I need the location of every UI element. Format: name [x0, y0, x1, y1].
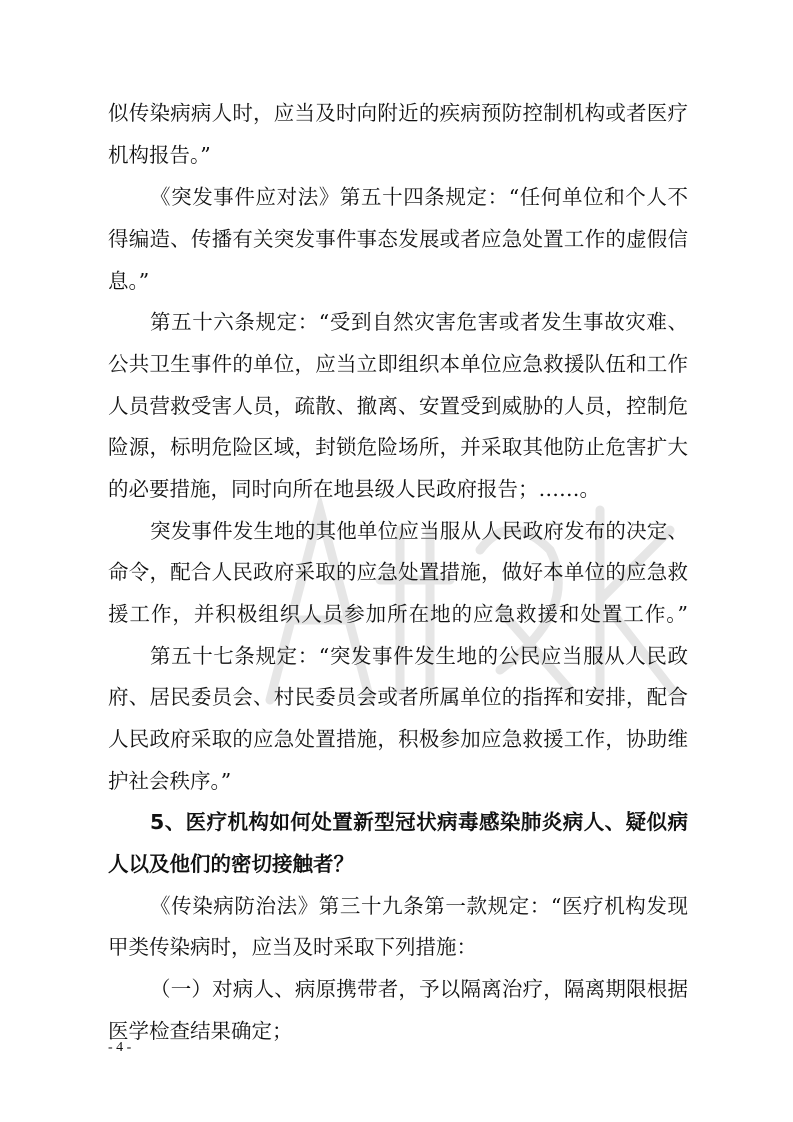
text-line: （一）对病人、病原携带者，予以隔离治疗，隔离期限根据	[150, 977, 688, 1001]
text-line: 似传染病病人时，应当及时向附近的疾病预防控制机构或者医疗	[108, 101, 688, 125]
text-line: 机构报告。”	[108, 143, 211, 167]
text-line: 甲类传染病时，应当及时采取下列措施：	[108, 935, 477, 959]
page-number: - 4 -	[108, 1040, 132, 1055]
text-line: 人员营救受害人员，疏散、撤离、安置受到威胁的人员，控制危	[108, 394, 688, 418]
text-line: 护社会秩序。”	[108, 769, 232, 793]
text-line: 《传染病防治法》第三十九条第一款规定：“医疗机构发现	[150, 894, 688, 918]
text-line: 得编造、传播有关突发事件事态发展或者应急处置工作的虚假信	[108, 227, 688, 251]
section-heading: 人以及他们的密切接触者？	[108, 852, 354, 876]
text-line: 第五十六条规定：“受到自然灾害危害或者发生事故灾难、	[150, 310, 688, 334]
text-line: 息。”	[108, 269, 150, 293]
text-line: 医学检查结果确定；	[108, 1019, 293, 1043]
text-line: 人民政府采取的应急处置措施，积极参加应急救援工作，协助维	[108, 727, 688, 751]
text-line: 《突发事件应对法》第五十四条规定：“任何单位和个人不	[150, 185, 688, 209]
text-line: 第五十七条规定：“突发事件发生地的公民应当服从人民政	[150, 644, 688, 668]
text-line: 险源，标明危险区域，封锁危险场所，并采取其他防止危害扩大	[108, 435, 688, 459]
text-line: 命令，配合人民政府采取的应急处置措施，做好本单位的应急救	[108, 560, 688, 584]
text-line: 援工作，并积极组织人员参加所在地的应急救援和处置工作。”	[108, 602, 688, 626]
text-line: 公共卫生事件的单位，应当立即组织本单位应急救援队伍和工作	[108, 352, 688, 376]
text-line: 的必要措施，同时向所在地县级人民政府报告；……。	[108, 477, 600, 501]
text-line: 府、居民委员会、村民委员会或者所属单位的指挥和安排，配合	[108, 685, 688, 709]
watermark-stamp	[250, 470, 690, 710]
section-heading: 5、医疗机构如何处置新型冠状病毒感染肺炎病人、疑似病	[150, 810, 688, 834]
text-line: 突发事件发生地的其他单位应当服从人民政府发布的决定、	[150, 519, 688, 543]
